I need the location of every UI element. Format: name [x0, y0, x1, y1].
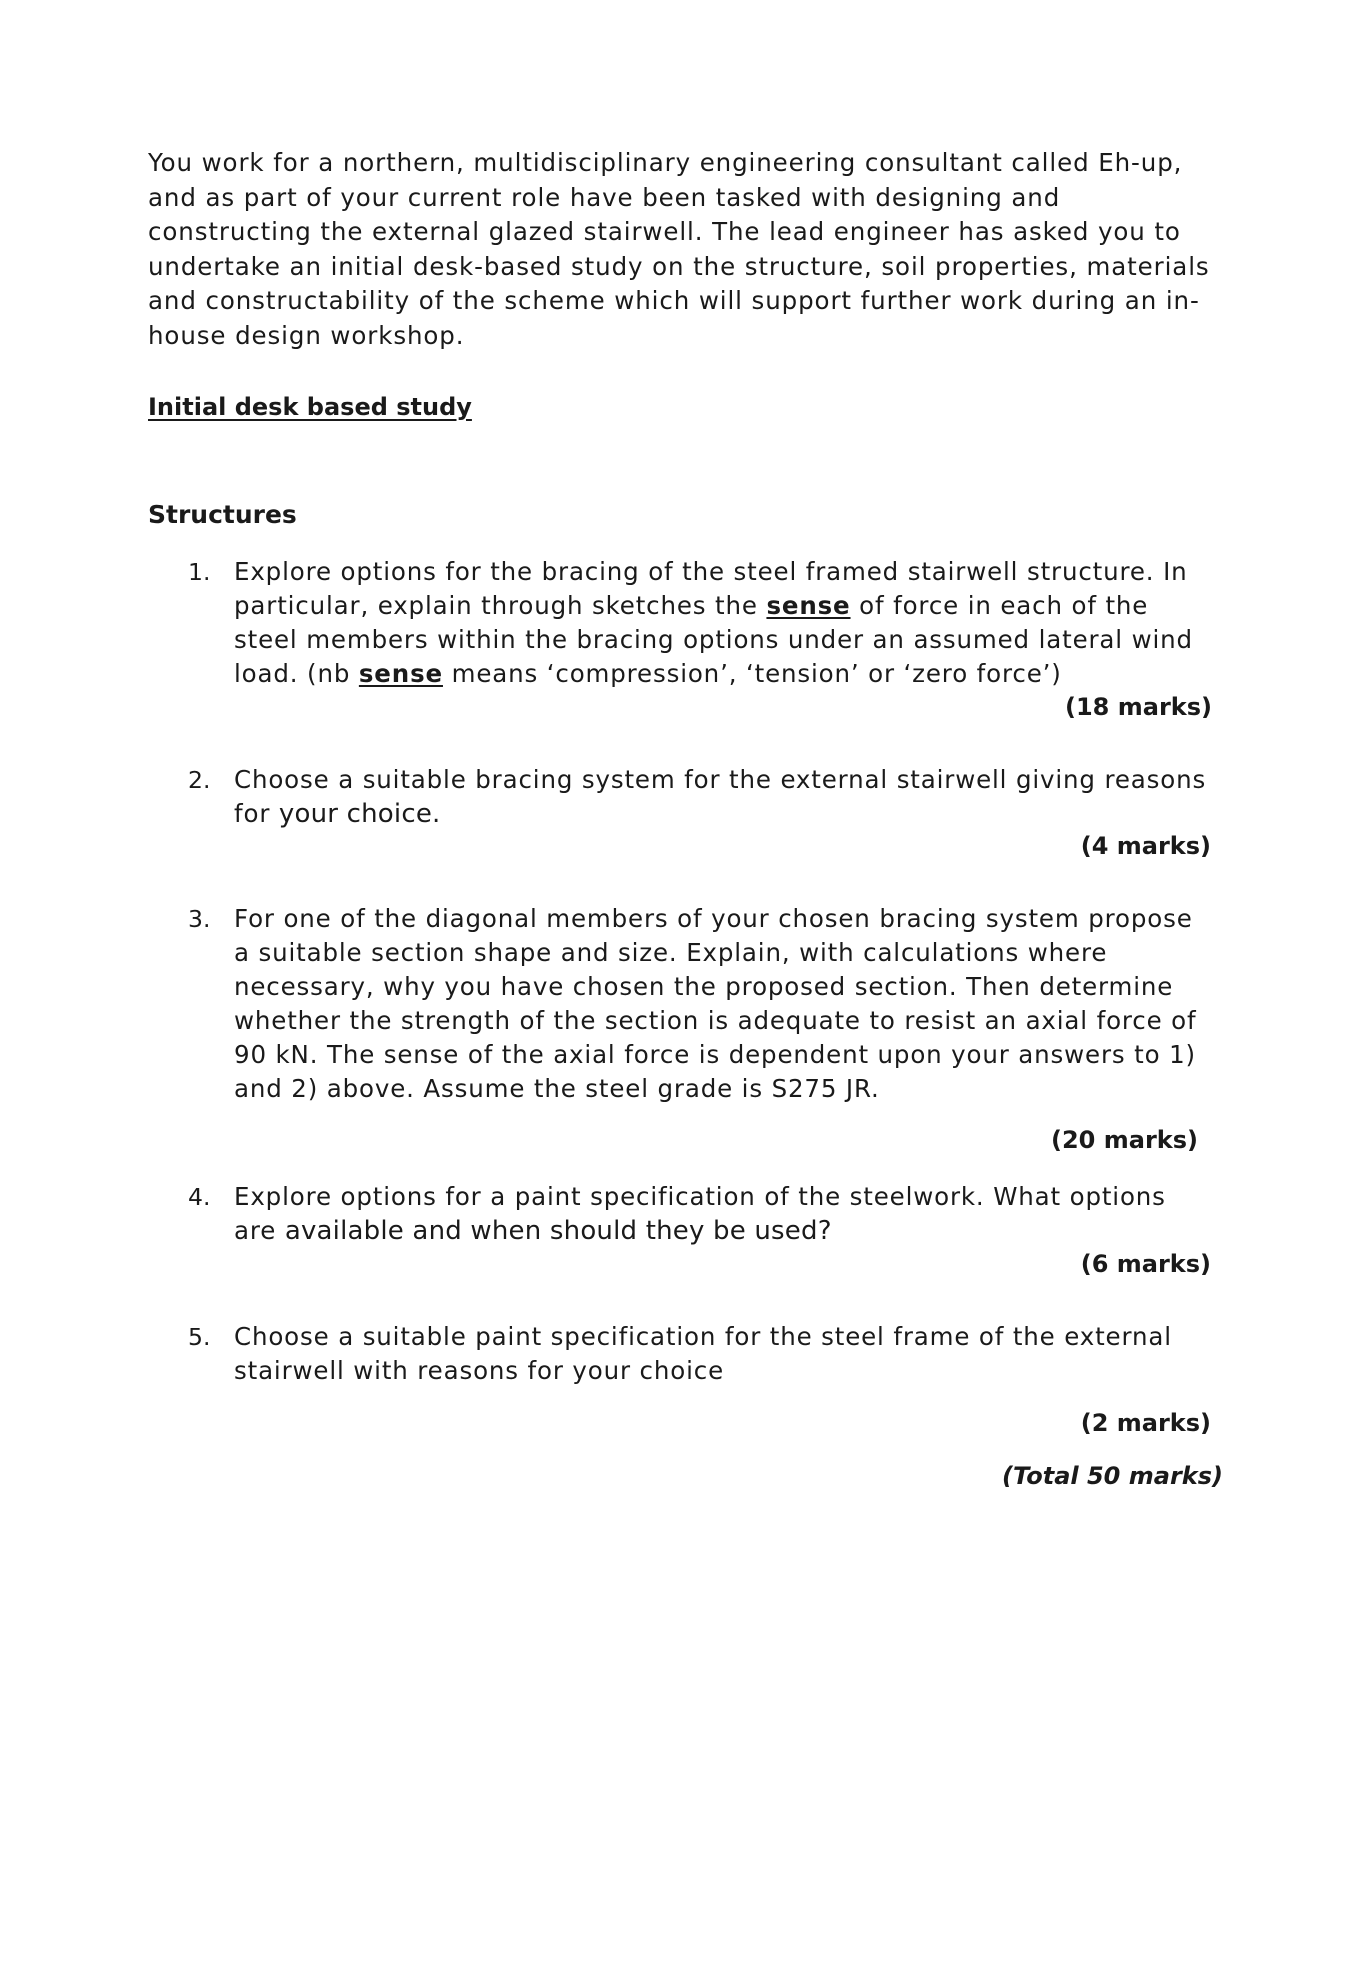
marks-label: (6 marks) — [1080, 1250, 1211, 1278]
marks-label: (20 marks) — [1051, 1126, 1198, 1154]
intro-paragraph: You work for a northern, multidisciplinary engineering consultant called Eh-up, and as part of your current role have been tasked with designing and constructing the external glazed stairwell. The lead engineer has asked you to undertake an initial desk-based study on the structure, soil properties, materials and constructability of the scheme which will support further work during an in-house design workshop. — [148, 148, 1210, 350]
question-number: 3. — [188, 905, 211, 933]
question-text: Choose a suitable bracing system for the external stairwell giving reasons for your choice. — [234, 765, 1207, 829]
marks-label: (18 marks) — [1065, 693, 1212, 721]
structures-heading: Structures — [148, 500, 297, 529]
question-number: 1. — [188, 558, 211, 586]
question-text: Choose a suitable paint specification for the steel frame of the external stairwell with reasons for your choice — [234, 1322, 1172, 1385]
emphasis-sense: sense — [766, 591, 851, 620]
question-text: Explore options for the bracing of the steel framed stairwell structure. In particular, explain through sketches the sense of force in each of the steel members within the bracing options under an assumed lateral wind load. (nb sense means ‘compression’, ‘tension’ or ‘zero force’) — [234, 557, 1193, 688]
question-number: 4. — [188, 1183, 211, 1211]
section-heading: Initial desk based study — [148, 393, 472, 421]
question-text: Explore options for a paint specification of the steelwork. What options are available and when should they be used? — [234, 1182, 1166, 1246]
marks-label: (2 marks) — [1080, 1409, 1211, 1437]
question-number: 5. — [188, 1323, 211, 1351]
question-number: 2. — [188, 766, 211, 794]
emphasis-sense: sense — [358, 659, 443, 688]
marks-label: (4 marks) — [1080, 832, 1211, 860]
question-text: For one of the diagonal members of your chosen bracing system propose a suitable section shape and size. Explain, with calculations where necessary, why you have chosen the proposed section. Then determine whether the strength of the section is adequate to resist an axial force of 90 kN. The sense of the axial force is dependent upon your answers to 1) and 2) above. Assume the steel grade is S275 JR. — [234, 904, 1197, 1103]
total-marks: (Total 50 marks) — [1002, 1462, 1223, 1490]
